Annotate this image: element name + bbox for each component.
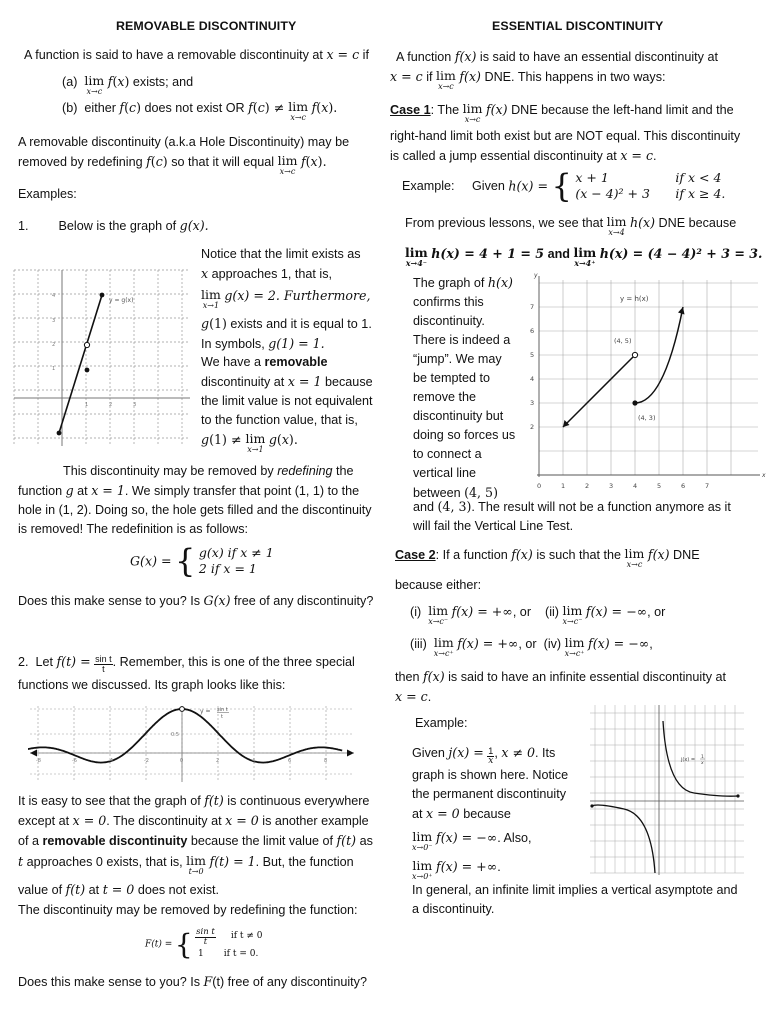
h-open-point — [632, 352, 637, 357]
condition-b: (b) either f(c) does not exist OR f(c) ≠ lim x→c f(x). — [62, 99, 338, 122]
graph-g — [12, 268, 192, 448]
svg-text:8: 8 — [324, 758, 328, 764]
g-point — [85, 368, 90, 373]
graph-sinc — [28, 704, 356, 784]
h-definition: Example: Given h(x) = { x + 1 if x < 4 (x − 4)² + 3 if x ≥ 4. — [402, 167, 726, 205]
h-label: y = h(x) — [620, 295, 649, 303]
h-open-label: (4, 5) — [614, 337, 632, 345]
redefine-paragraph: This discontinuity may be removed by redefining the function g at x = 1. We simply transfer that point (1, 1) to the hole in (1, 2). Doing so, the hole gets filled and the discontinuity is removed! The redefinition is as follows: — [18, 464, 372, 536]
j-description: Given j(x) = $\frac{1}{x}$ , x ≠ 0. Its graph is shown here. Notice the permanent discontinuity at x = 0 because lim x→0⁻ f(x) = −∞. Also, lim x→0⁺ f(x) = +∞. — [412, 745, 569, 881]
svg-text:y: y — [534, 272, 538, 279]
case-1: Case 1: The lim x→c f(x) DNE because the left-hand limit and the right-hand limit both exist but are NOT equal. This discontinuity is called a jump essential discontinuity at x = c. — [390, 101, 741, 163]
jump-explanation: The graph of h(x) confirms this discontinuity. There is indeed a “jump”. We may be tempted to remove the discontinuity but doing so forces us to connect a vertical line between (4, 5) — [413, 275, 516, 500]
svg-text:4: 4 — [52, 293, 56, 299]
notice-block: Notice that the limit exists as x approaches 1, that is, lim x→1 g(x) = 2. Furthermore, g(1) exists and it is equal to 1. In symbols, g(1) = 1. — [201, 247, 372, 351]
h-x-tick: 1 — [561, 482, 566, 490]
graph-j — [588, 703, 746, 875]
h-x-tick: 3 — [609, 482, 614, 490]
sinc-label: y = — [200, 708, 211, 715]
example-2: 2. Let f(t) = $\frac{\text{sin t}}{t}$ . Remember, this is one of the three special functions we discussed. Its graph looks like this: — [18, 654, 355, 692]
svg-text:1: 1 — [85, 402, 89, 408]
case-2: Case 2: If a function f(x) is such that the lim x→c f(x) DNE because either: — [395, 546, 700, 592]
svg-text:1: 1 — [701, 755, 704, 760]
removable-explain: We have a removable discontinuity at x = 1 because the limit value is not equivalent to the function value, that is, g(1) ≠ lim x→1 g(x). — [201, 355, 373, 454]
svg-text:sin t: sin t — [217, 707, 228, 713]
svg-text:x: x — [701, 761, 704, 766]
question-G: Does this make sense to you? Is G(x) free of any discontinuity? — [18, 593, 374, 608]
h-closed-label: (4, 3) — [638, 414, 656, 422]
jump-conclusion: and (4, 3). The result will not be a function anymore as it will fail the Vertical Line Test. — [413, 499, 731, 533]
removable-para: A removable discontinuity (a.k.a Hole Discontinuity) may be removed by redefining f(c) so that it will equal lim x→c f(x). — [18, 135, 350, 176]
example-2-label: Example: — [415, 716, 468, 730]
h-x-tick: 2 — [585, 482, 590, 490]
g-endpoint-right — [100, 293, 105, 298]
example-1: 1. Below is the graph of g(x). — [18, 218, 209, 233]
h-y-tick: 7 — [530, 303, 535, 311]
h-x-tick: 5 — [657, 482, 662, 490]
svg-text:t: t — [221, 714, 223, 720]
right-heading: ESSENTIAL DISCONTINUITY — [492, 19, 664, 33]
left-heading: REMOVABLE DISCONTINUITY — [116, 19, 297, 33]
G-definition: G(x) = { g(x) if x ≠ 1 2 if x = 1 — [130, 542, 274, 580]
h-y-tick: 3 — [530, 399, 535, 407]
sinc-hole — [180, 707, 185, 712]
svg-text:0: 0 — [180, 758, 184, 764]
infinite-definition: then f(x) is said to have an infinite essential discontinuity at x = c. — [395, 669, 727, 704]
svg-text:x: x — [762, 472, 766, 479]
svg-text:-6: -6 — [72, 758, 77, 764]
svg-text:3: 3 — [52, 318, 56, 324]
h-x-tick: 7 — [705, 482, 710, 490]
g-line — [59, 295, 102, 433]
svg-text:1: 1 — [52, 366, 56, 372]
j-left-branch — [592, 805, 655, 873]
svg-text:-8: -8 — [36, 758, 41, 764]
h-linear-piece — [563, 355, 635, 427]
svg-text:2: 2 — [52, 342, 56, 348]
previous-lessons: From previous lessons, we see that lim x→4 h(x) DNE because lim x→4⁻ h(x) = 4 + 1 = 5 and lim x→4⁺ h(x) = (4 − 4)² + 3 = 3. — [405, 214, 763, 268]
F-definition: F(t) = { $\frac{\text{sin t}}{t}$ if t ≠ 0 1 if t = 0. — [145, 927, 263, 961]
h-y-tick: 5 — [530, 351, 535, 359]
h-y-tick: 4 — [530, 375, 535, 383]
continuity-paragraph: It is easy to see that the graph of f(t) is continuous everywhere except at x = 0. The discontinuity at x = 0 is another example of a removable discontinuity because the limit value of f(t) as t approaches 0 exists, that is, lim t→0 f(t) = 1. But, the function value of f(t) at t = 0 does not exist. — [18, 793, 373, 897]
question-F: Does this make sense to you? Is F(t) free of any discontinuity? — [18, 974, 367, 989]
svg-text:4: 4 — [252, 758, 256, 764]
h-x-tick: 0 — [537, 482, 542, 490]
general-statement: In general, an infinite limit implies a vertical asymptote and a discontinuity. — [412, 883, 738, 916]
svg-text:0.5: 0.5 — [171, 732, 179, 738]
h-x-tick: 4 — [633, 482, 638, 490]
h-closed-point — [632, 400, 637, 405]
sinc-curve — [28, 709, 342, 763]
svg-text:2: 2 — [216, 758, 220, 764]
removable-definition: A function is said to have a removable discontinuity at x = c if — [24, 47, 369, 62]
graph-h — [526, 270, 768, 495]
h-y-tick: 2 — [530, 423, 535, 431]
j-label: j(x) = — [681, 757, 696, 763]
examples-label: Examples: — [18, 187, 77, 201]
h-x-tick: 6 — [681, 482, 686, 490]
h-y-tick: 6 — [530, 327, 535, 335]
g-hole — [84, 342, 89, 347]
svg-text:-2: -2 — [144, 758, 149, 764]
g-endpoint-left — [57, 431, 62, 436]
redefine-2: The discontinuity may be removed by redefining the function: — [18, 903, 358, 917]
infinite-limit-options: (i) lim x→c⁻ f(x) = +∞, or (ii) lim x→c⁻ f(x) = −∞, or (iii) lim x→c⁺ f(x) = +∞, or (iv) lim x→c⁺ f(x) = −∞, — [410, 603, 666, 658]
g-label: y = g(x) — [109, 297, 134, 304]
svg-text:6: 6 — [288, 758, 292, 764]
essential-definition: A function f(x) is said to have an essential discontinuity at x = c if lim x→c f(x) DNE. This happens in two ways: — [390, 49, 718, 91]
svg-text:3: 3 — [133, 402, 137, 408]
svg-text:2: 2 — [109, 402, 113, 408]
svg-text:-4: -4 — [108, 758, 113, 764]
condition-a: (a) lim x→c f(x) exists; and — [62, 73, 194, 96]
